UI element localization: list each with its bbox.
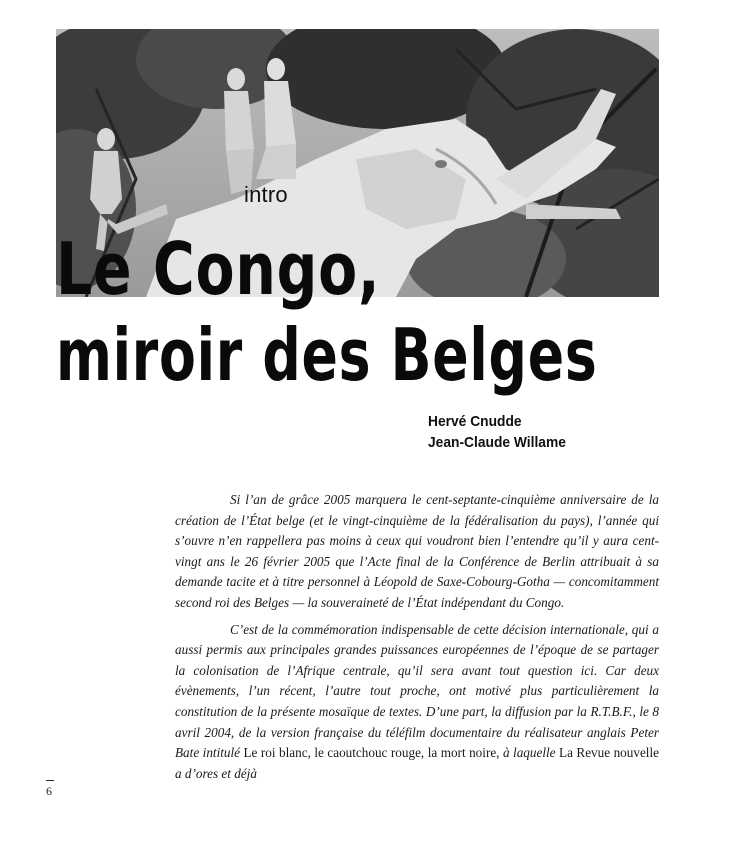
article-body (175, 490, 659, 790)
film-title: Le roi blanc, le caoutchouc rouge, la mort noire, (243, 745, 500, 761)
section-kicker: intro (244, 182, 288, 207)
footer-rule (46, 780, 54, 781)
paragraph-text: C’est de la commémoration indispensable de cette décision internationale, qui a aussi permis aux principales grandes puissances européennes de l’époque de se partager la colonisation de l’Afrique centrale, qu’il sera avant tout question ici. Car deux évènements, l’un récent, l’autre tout proche, ont motivé plus particulièrement la constitution de la présente mosaïque de textes. D’une part, la diffusion par la R.T.B.F., le 8 avril 2004, de la version française du téléfilm documentaire du réalisateur anglais Peter Bate intitulé (175, 621, 659, 761)
author-name: Hervé Cnudde (428, 413, 522, 430)
author-list (428, 411, 578, 453)
paragraph (175, 620, 659, 785)
author-name: Jean-Claude Willame (428, 434, 566, 451)
paragraph-text: à laquelle (502, 745, 556, 761)
paragraph (175, 490, 659, 614)
page-title (56, 226, 734, 398)
title-line-1: Le Congo, (56, 227, 381, 311)
paragraph-text: a d’ores et déjà (175, 765, 257, 781)
title-line-2: miroir des Belges (56, 313, 598, 397)
paragraph-text: Si l’an de grâce 2005 marquera le cent-septante-cinquième anniversaire de la création de l’État belge (et le vingt-cinquième de la fédéralisation du pays), l’année qui s’ouvre n’en rappellera pas moins à ceux qui voudront bien l’entendre qu’il y aura cent-vingt ans le 26 février 2005 que l’Acte final de la Conférence de Berlin attribuait à sa demande tacite et à titre personnel à Léopold de Saxe-Cobourg-Gotha — concomitamment second roi des Belges — la souveraineté de l’État indépendant du Congo. (175, 492, 659, 610)
page-number: 6 (46, 784, 52, 798)
journal-title: La Revue nouvelle (559, 745, 659, 761)
